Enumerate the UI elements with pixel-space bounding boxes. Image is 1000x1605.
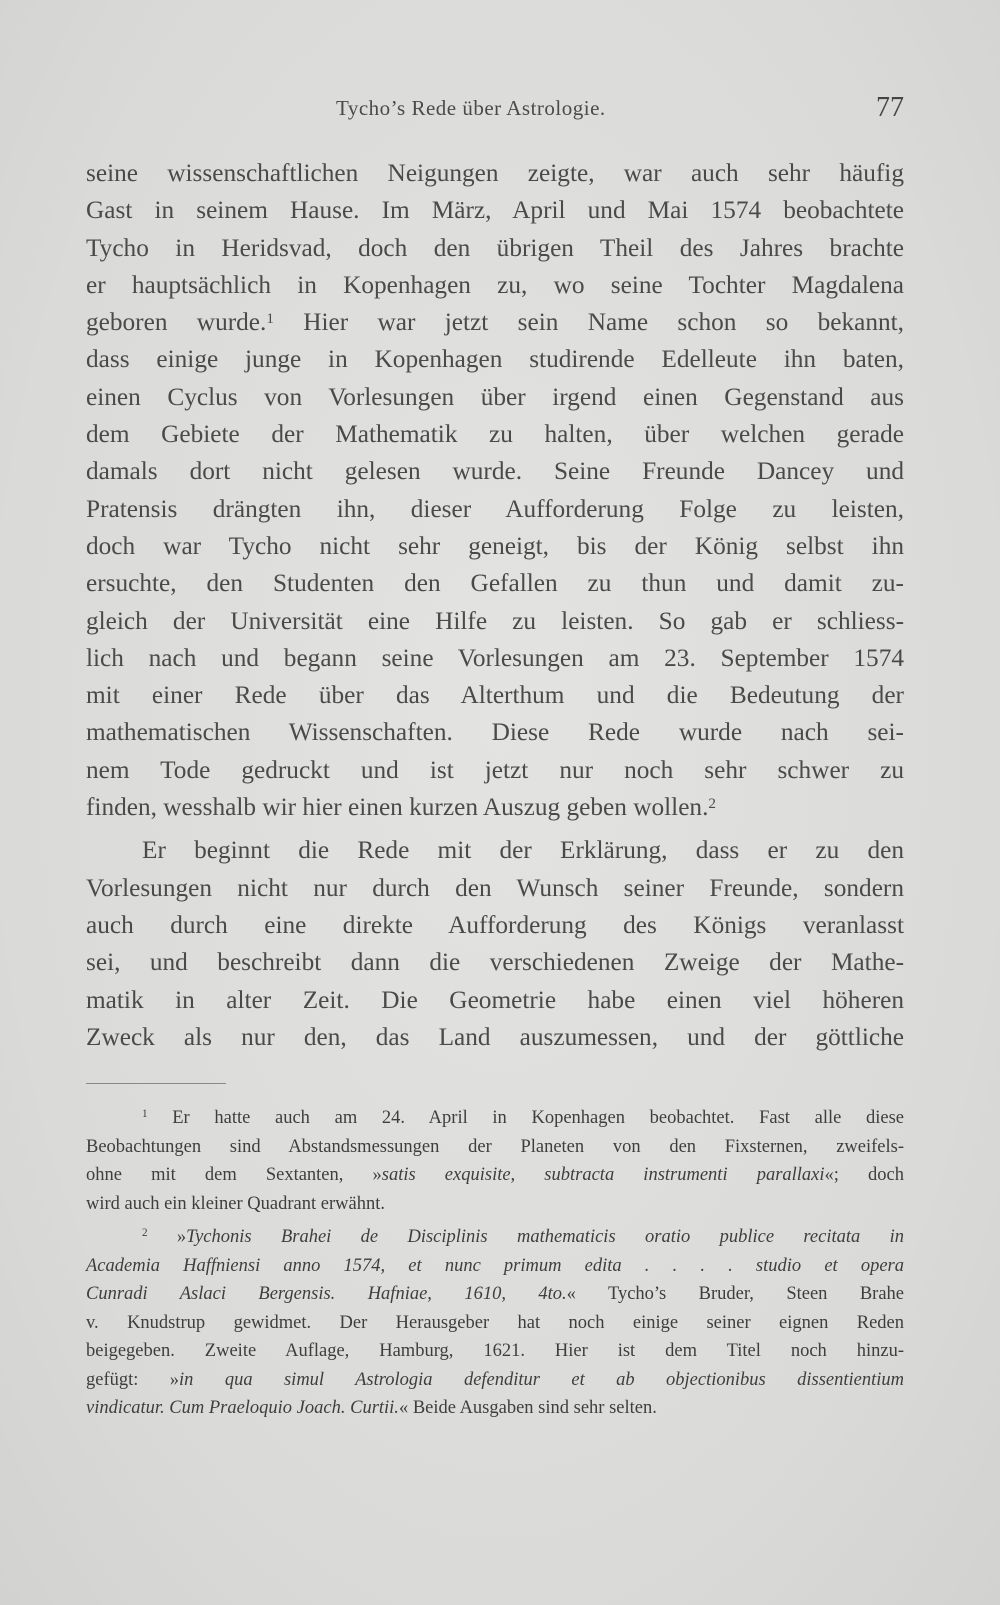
text-line: Er beginnt die Rede mit der Erklärung, dass er zu den — [142, 836, 904, 865]
footnote-text: gefügt: » — [86, 1369, 180, 1390]
footnote-text: « Beide Ausgaben sind sehr selten. — [398, 1398, 657, 1418]
footnote-line — [86, 1104, 904, 1133]
text-line: dem Gebiete der Mathematik zu halten, über welchen gerade — [86, 420, 904, 449]
text-fragment: Hier war jetzt sein Name schon so bekannt, — [273, 308, 904, 337]
footnote-italic: vindicatur. Cum Praeloquio Joach. Curtii. — [86, 1398, 399, 1418]
text-line: einen Cyclus von Vorlesungen über irgend einen Gegenstand aus — [86, 382, 904, 411]
footnote-italic: Cunradi Aslaci Bergensis. Hafniae, 1610, 4to. — [86, 1284, 567, 1304]
footnote-italic: in qua simul Astrologia defenditur et ab objectionibus dissentientium — [179, 1369, 904, 1390]
text-line — [86, 304, 904, 341]
footnote-line: wird auch ein kleiner Quadrant erwähnt. — [86, 1193, 385, 1214]
footnote-text: « Tycho’s Bruder, Steen Brahe — [566, 1284, 904, 1304]
footnote-ref-1: 1 — [266, 310, 274, 328]
footnote-line: beigegeben. Zweite Auflage, Hamburg, 1621. Hier ist dem Titel noch hinzu- — [86, 1341, 904, 1361]
running-head: Tycho’s Rede über Astrologie. — [336, 96, 606, 120]
text-line: nem Tode gedruckt und ist jetzt nur noch sehr schwer zu — [86, 755, 904, 784]
footnote-text: «; doch — [824, 1165, 904, 1185]
footnote-italic: satis exquisite, subtracta instrumenti parallaxi — [381, 1165, 825, 1185]
footnotes — [86, 1104, 904, 1423]
footnote-line — [86, 1366, 904, 1395]
text-line: auch durch eine direkte Aufforderung des Königs veranlasst — [86, 910, 904, 939]
text-line: matik in alter Zeit. Die Geometrie habe einen viel höheren — [86, 985, 904, 1014]
text-line: Gast in seinem Hause. Im März, April und Mai 1574 beobachtete — [86, 196, 904, 225]
text-fragment: geboren wurde. — [86, 308, 267, 337]
footnote-line: Beobachtungen sind Abstandsmessungen der Planeten von den Fixsternen, zweifels- — [86, 1136, 904, 1157]
text-line: doch war Tycho nicht sehr geneigt, bis der König selbst ihn — [86, 531, 904, 560]
text-line: seine wissenschaftlichen Neigungen zeigte, war auch sehr häufig — [86, 159, 904, 187]
text-line: sei, und beschreibt dann die verschiedenen Zweige der Mathe- — [86, 948, 904, 977]
footnote-line — [86, 1280, 904, 1309]
text-line — [86, 789, 904, 826]
footnote-line — [86, 1223, 904, 1252]
text-line: mit einer Rede über das Alterthum und die Bedeutung der — [86, 681, 904, 710]
text-line: Tycho in Heridsvad, doch den übrigen Theil des Jahres brachte — [86, 233, 904, 262]
footnote-text: » — [176, 1227, 187, 1247]
footnote-text: ohne mit dem Sextanten, » — [86, 1165, 382, 1185]
text-line: Zweck als nur den, das Land auszumessen, und der göttliche — [86, 1022, 904, 1051]
footnote-line — [86, 1394, 904, 1423]
footnote-line: Academia Haffniensi anno 1574, et nunc primum edita . . . . studio et opera — [86, 1255, 904, 1276]
footnote-italic: Tychonis Brahei de Disciplinis mathematicis oratio publice recitata in — [186, 1227, 904, 1247]
page-header — [86, 92, 904, 130]
text-line: dass einige junge in Kopenhagen studirende Edelleute ihn baten, — [86, 345, 904, 374]
main-text — [86, 155, 904, 1056]
footnote-line — [86, 1161, 904, 1190]
paragraph-1 — [86, 155, 904, 826]
text-line: er hauptsächlich in Kopenhagen zu, wo seine Tochter Magdalena — [86, 270, 904, 299]
footnote-ref-2: 2 — [708, 795, 716, 813]
footnote-marker: 1 — [142, 1108, 148, 1120]
footnote-rule — [86, 1083, 226, 1084]
text-line: gleich der Universität eine Hilfe zu leisten. So gab er schliess- — [86, 606, 904, 635]
footnote-text: Er hatte auch am 24. April in Kopenhagen beobachtet. Fast alle diese — [172, 1108, 905, 1128]
text-line: lich nach und begann seine Vorlesungen am 23. September 1574 — [86, 643, 904, 672]
text-line: Pratensis drängten ihn, dieser Aufforderung Folge zu leisten, — [86, 494, 904, 523]
footnote-2 — [86, 1223, 904, 1423]
text-line: damals dort nicht gelesen wurde. Seine Freunde Dancey und — [86, 457, 904, 486]
text-fragment: finden, wesshalb wir hier einen kurzen Auszug geben wollen. — [86, 793, 709, 822]
footnote-marker: 2 — [142, 1227, 148, 1239]
text-line: mathematischen Wissenschaften. Diese Rede wurde nach sei- — [86, 718, 904, 747]
footnote-1 — [86, 1104, 904, 1218]
text-line: ersuchte, den Studenten den Gefallen zu thun und damit zu- — [86, 569, 904, 598]
paragraph-2 — [86, 832, 904, 1056]
page-number: 77 — [876, 92, 904, 123]
footnote-line: v. Knudstrup gewidmet. Der Herausgeber hat noch einige seiner eignen Reden — [86, 1312, 904, 1333]
text-line: Vorlesungen nicht nur durch den Wunsch seiner Freunde, sondern — [86, 873, 904, 902]
